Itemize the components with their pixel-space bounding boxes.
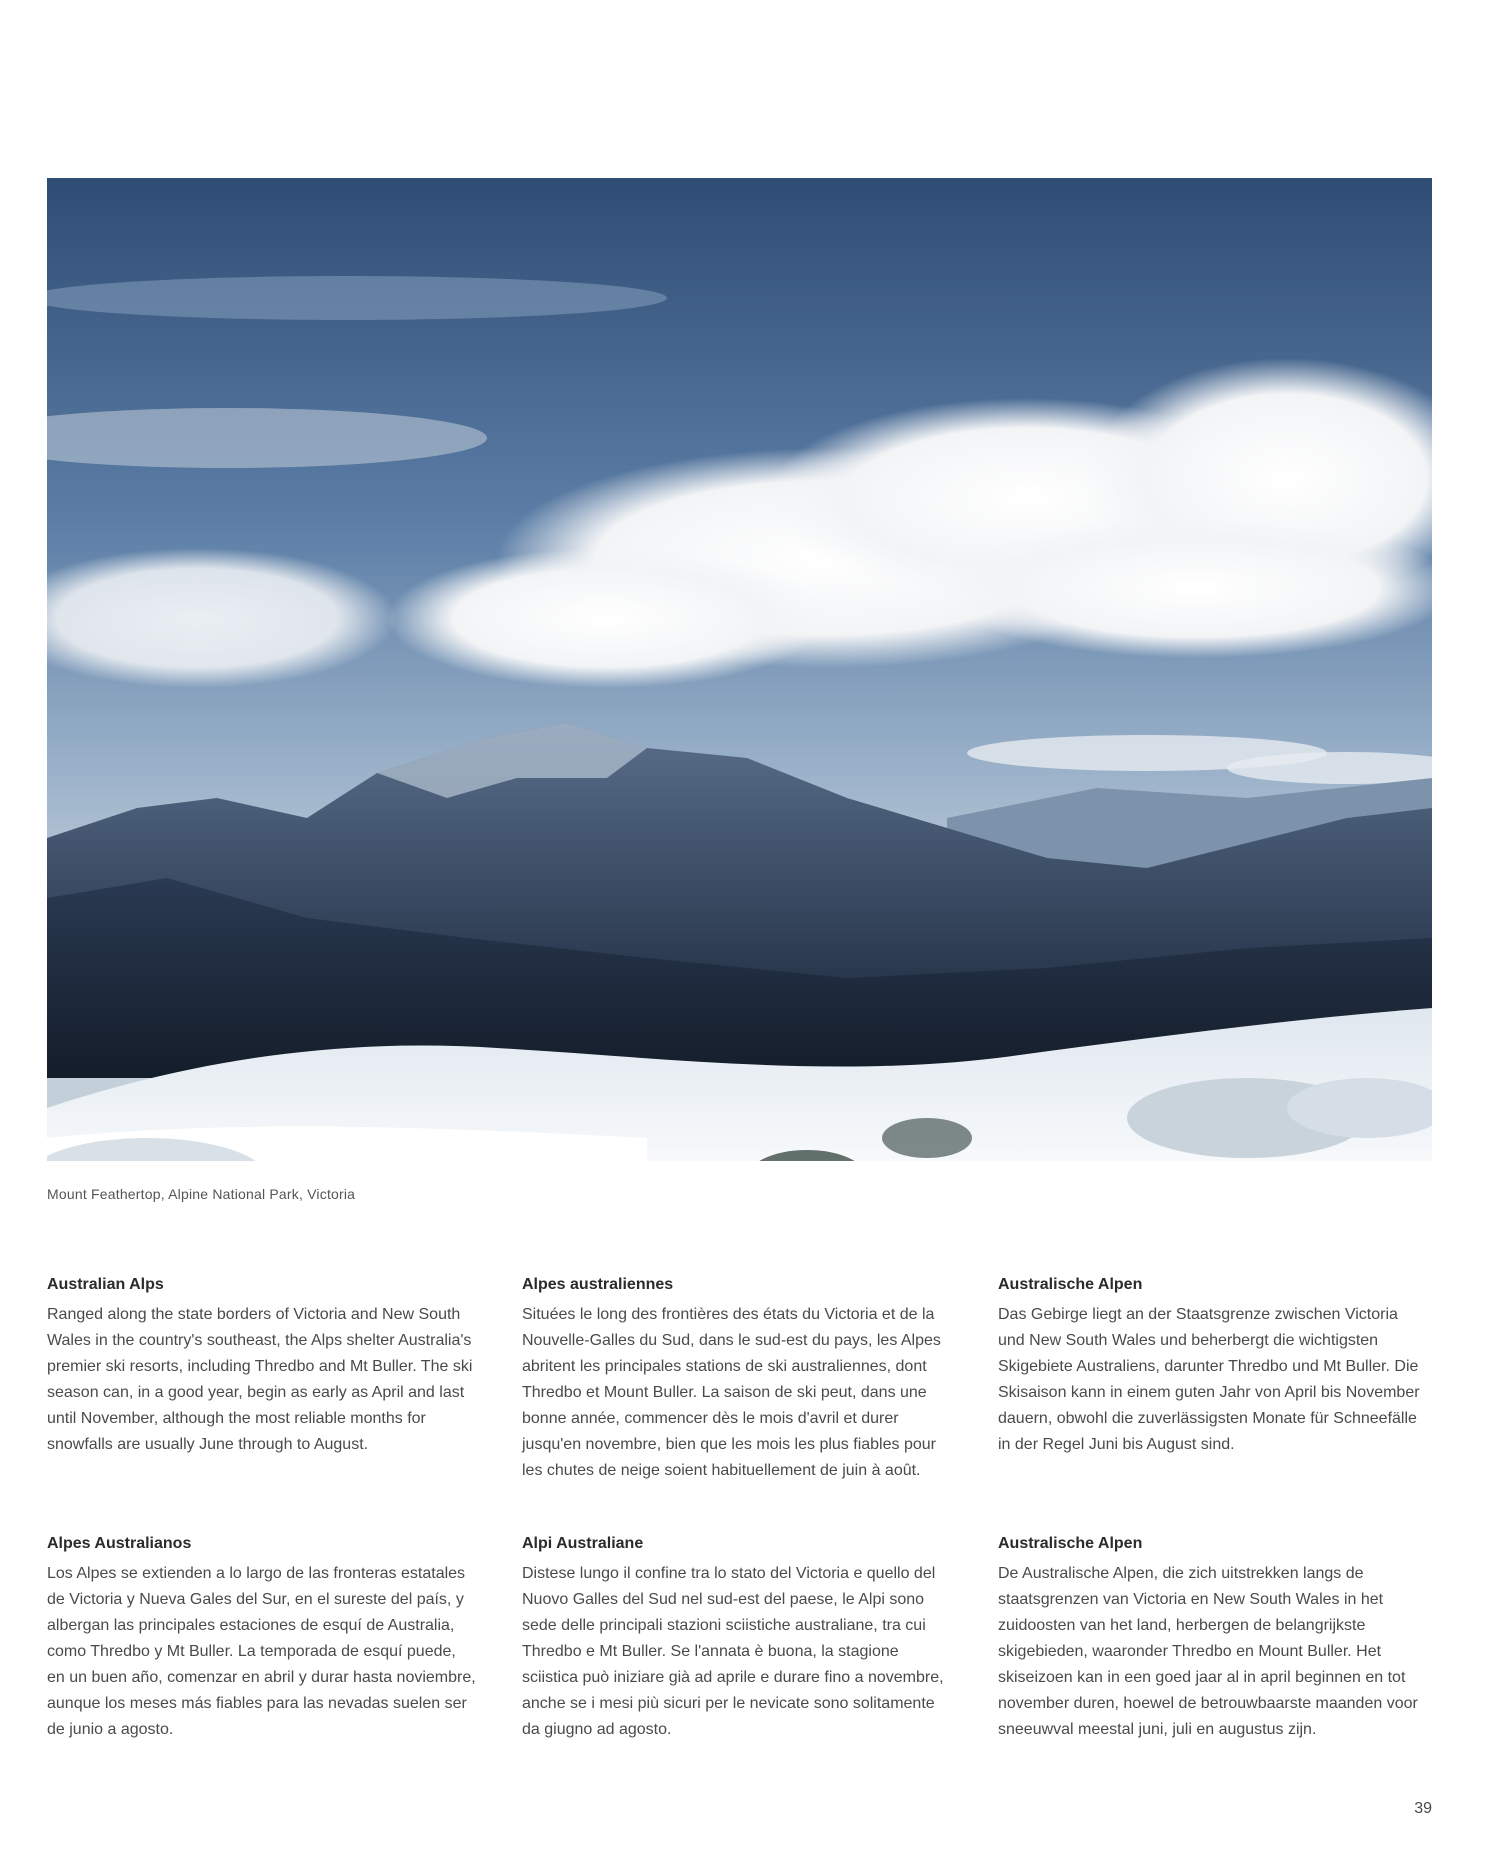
section-body: De Australische Alpen, die zich uitstrekken langs de staatsgrenzen van Victoria en New South Wales in het zuidoosten van het land, herbergen de belangrijkste skigebieden, waaronder Thredbo en Mount Buller. Het skiseizoen kan in een goed jaar al in april beginnen en tot november duren, hoewel de betrouwbaarste maanden voor sneeuwval meestal juni, juli en augustus zijn. [998, 1565, 1418, 1738]
section-french [522, 1274, 952, 1484]
photo-caption: Mount Feathertop, Alpine National Park, Victoria [47, 1186, 356, 1202]
section-body: Das Gebirge liegt an der Staatsgrenze zwischen Victoria und New South Wales und beherbergt die wichtigsten Skigebiete Australiens, darunter Thredbo und Mt Buller. Die Skisaison kann in einem guten Jahr von April bis November dauern, obwohl die zuverlässigsten Monate für Schneefälle in der Regel Juni bis August sind. [998, 1306, 1420, 1453]
section-heading: Alpes Australianos [47, 1535, 192, 1552]
section-heading: Australische Alpen [998, 1276, 1143, 1293]
section-spanish [47, 1533, 477, 1743]
section-heading: Australian Alps [47, 1276, 164, 1293]
section-german [998, 1274, 1428, 1458]
section-italian [522, 1533, 952, 1743]
mountain-illustration [47, 178, 1432, 1161]
section-body: Ranged along the state borders of Victoria and New South Wales in the country's southeast, the Alps shelter Australia's premier ski resorts, including Thredbo and Mt Buller. The ski season can, in a good year, begin as early as April and last until November, although the most reliable months for snowfalls are usually June through to August. [47, 1306, 473, 1453]
section-body: Distese lungo il confine tra lo stato del Victoria e quello del Nuovo Galles del Sud nel sud-est del paese, le Alpi sono sede delle principali stazioni sciistiche australiane, tra cui Thredbo e Mt Buller. Se l'annata è buona, la stagione sciistica può iniziare già ad aprile e durare fino a novembre, anche se i mesi più sicuri per le nevicate sono solitamente da giugno ad agosto. [522, 1565, 944, 1738]
section-heading: Alpi Australiane [522, 1535, 644, 1552]
page-number: 39 [1414, 1800, 1432, 1817]
section-dutch [998, 1533, 1428, 1743]
section-heading: Australische Alpen [998, 1535, 1143, 1552]
section-body: Situées le long des frontières des états du Victoria et de la Nouvelle-Galles du Sud, dans le sud-est du pays, les Alpes abritent les principales stations de ski australiennes, dont Thredbo et Mount Buller. La saison de ski peut, dans une bonne année, commencer dès le mois d'avril et durer jusqu'en novembre, bien que les mois les plus fiables pour les chutes de neige soient habituellement de juin à août. [522, 1306, 941, 1479]
section-english [47, 1274, 477, 1458]
section-heading: Alpes australiennes [522, 1276, 674, 1293]
landscape-photo [47, 178, 1432, 1161]
section-body: Los Alpes se extienden a lo largo de las fronteras estatales de Victoria y Nueva Gales del Sur, en el sureste del país, y albergan las principales estaciones de esquí de Australia, como Thredbo y Mt Buller. La temporada de esquí puede, en un buen año, comenzar en abril y durar hasta noviembre, aunque los meses más fiables para las nevadas suelen ser de junio a agosto. [47, 1565, 476, 1738]
